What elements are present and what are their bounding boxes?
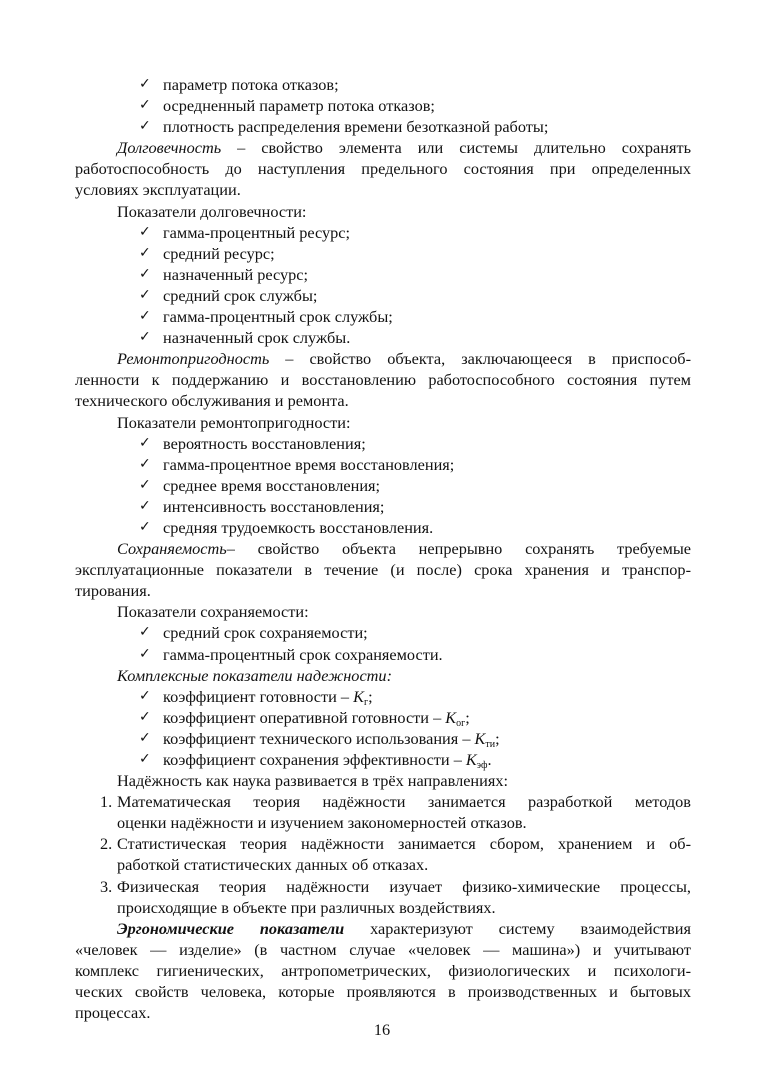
checklist-item <box>75 433 691 454</box>
item-end: . <box>487 750 492 769</box>
line-text: – свойство объекта непрерывно сохранять требуемые <box>226 539 691 559</box>
item-number: 1. <box>100 792 113 812</box>
item-text: средняя трудоемкость восстановления. <box>163 517 434 537</box>
checkmark-icon: ✓ <box>139 687 151 704</box>
item-text: средний срок службы; <box>163 285 318 305</box>
checkmark-icon: ✓ <box>139 118 151 135</box>
paragraph-line <box>75 201 691 222</box>
numbered-item-line <box>75 791 691 812</box>
line-text: – свойство элемента или системы длительно сохранять <box>221 138 691 158</box>
line-text: оценки надёжности и изучением закономерностей отказов. <box>117 813 527 833</box>
line-text: тирования. <box>75 581 151 601</box>
checkmark-icon: ✓ <box>139 476 151 493</box>
coefficient-symbol: K <box>353 686 364 706</box>
line-text: Показатели ремонтопригодности: <box>117 412 351 432</box>
checklist-item <box>75 728 691 749</box>
paragraph-line <box>75 390 691 411</box>
checklist-item <box>75 327 691 348</box>
line-text: технического обслуживания и ремонта. <box>75 391 349 411</box>
item-text: среднее время восстановления; <box>163 475 381 495</box>
numbered-item-line <box>75 897 691 918</box>
item-text: назначенный ресурс; <box>163 264 309 284</box>
line-text: ленности к поддержанию и восстановлению работоспособного состояния путем <box>75 370 691 390</box>
item-text: коэффициент оперативной готовности – <box>163 707 446 727</box>
checkmark-icon: ✓ <box>139 455 151 472</box>
coefficient-subscript: эф <box>476 760 488 771</box>
checklist-item <box>75 496 691 517</box>
checkmark-icon: ✓ <box>139 708 151 725</box>
checkmark-icon: ✓ <box>139 265 151 282</box>
document-body <box>75 74 691 1023</box>
checkmark-icon: ✓ <box>139 286 151 303</box>
paragraph-line <box>75 601 691 622</box>
item-text: коэффициент готовности – <box>163 686 354 706</box>
line-text: Надёжность как наука развивается в трёх направлениях: <box>117 771 509 791</box>
line-text: работкой статистических данных об отказах. <box>117 855 429 875</box>
item-text: интенсивность восстановления; <box>163 496 385 516</box>
page-number: 16 <box>373 1020 391 1039</box>
paragraph-line <box>75 770 691 791</box>
checklist-item <box>75 475 691 496</box>
item-end: ; <box>495 728 500 748</box>
checkmark-icon: ✓ <box>139 329 151 346</box>
checkmark-icon: ✓ <box>139 76 151 92</box>
checkmark-icon: ✓ <box>139 751 151 767</box>
term: Долговечность <box>117 138 222 158</box>
item-text: средний ресурс; <box>163 243 275 263</box>
item-number: 2. <box>100 834 113 854</box>
line-text: Математическая теория надёжности занимается разработкой методов <box>117 792 691 812</box>
term: Сохраняемость <box>117 539 227 559</box>
item-text: коэффициент сохранения эффективности – <box>163 750 466 769</box>
checkmark-icon: ✓ <box>139 729 151 746</box>
line-text: происходящие в объекте при различных воздействиях. <box>117 897 496 917</box>
line-text: Показатели долговечности: <box>117 201 307 221</box>
coefficient-symbol: K <box>474 728 486 748</box>
paragraph-line <box>75 538 691 559</box>
line-text: эксплуатационные показатели в течение (и после) срока хранения и транспор- <box>75 560 691 580</box>
checklist-item <box>75 622 691 643</box>
line-text: процессах. <box>75 1003 151 1023</box>
checklist-item <box>75 264 691 285</box>
paragraph-line <box>75 179 691 200</box>
checkmark-icon: ✓ <box>139 624 151 641</box>
term: Эргономические показатели <box>117 918 345 938</box>
paragraph-line <box>75 348 691 369</box>
paragraph-line <box>75 981 691 1002</box>
item-text: вероятность восстановления; <box>163 433 366 453</box>
line-text: Комплексные показатели надежности: <box>117 665 392 685</box>
coefficient-symbol: K <box>465 750 477 769</box>
paragraph-line <box>75 918 691 939</box>
item-text: осредненный параметр потока отказов; <box>163 96 435 116</box>
numbered-item-line <box>75 812 691 833</box>
checklist-item <box>75 222 691 243</box>
checkmark-icon: ✓ <box>139 223 151 240</box>
checkmark-icon: ✓ <box>139 497 151 514</box>
checklist-item <box>75 285 691 306</box>
checkmark-icon: ✓ <box>139 244 151 261</box>
checklist-item <box>75 95 691 116</box>
item-text: гамма-процентный ресурс; <box>163 222 351 242</box>
paragraph-line <box>75 559 691 580</box>
item-end: ; <box>368 686 373 706</box>
line-text: Показатели сохраняемости: <box>117 602 309 622</box>
coefficient-subscript: ти <box>485 738 496 750</box>
paragraph-line <box>75 158 691 179</box>
checkmark-icon: ✓ <box>139 518 151 535</box>
line-text: условиях эксплуатации. <box>75 180 241 200</box>
checklist-item <box>75 707 691 728</box>
paragraph-line <box>75 580 691 601</box>
line-text: комплекс гигиенических, антропометрических, физиологических и психологи- <box>75 960 691 980</box>
item-end: ; <box>465 707 470 727</box>
item-text: коэффициент технического использования – <box>163 728 475 748</box>
checklist-item <box>75 306 691 327</box>
paragraph-line <box>75 369 691 390</box>
line-text: работоспособность до наступления предельного состояния при определенных <box>75 159 691 179</box>
paragraph-line <box>75 137 691 158</box>
checklist-item <box>75 454 691 475</box>
checklist-item <box>75 74 691 95</box>
checkmark-icon: ✓ <box>139 308 151 325</box>
line-text: – свойство объекта, заключающееся в приспособ- <box>269 349 691 369</box>
line-text: Физическая теория надёжности изучает физико-химические процессы, <box>117 876 691 896</box>
checkmark-icon: ✓ <box>139 434 151 451</box>
checklist-item <box>75 686 691 707</box>
paragraph-line <box>75 412 691 433</box>
item-text: параметр потока отказов; <box>163 75 339 94</box>
coefficient-symbol: K <box>445 707 457 727</box>
paragraph-line <box>75 960 691 981</box>
item-text: плотность распределения времени безотказной работы; <box>163 117 549 137</box>
item-text: средний срок сохраняемости; <box>163 623 368 643</box>
coefficient-subscript: ог <box>456 717 466 729</box>
numbered-item-line <box>75 833 691 854</box>
paragraph-line <box>75 665 691 686</box>
line-text: характеризуют систему взаимодействия <box>344 918 691 938</box>
numbered-item-line <box>75 854 691 875</box>
checklist-item <box>75 517 691 538</box>
line-text: Статистическая теория надёжности занимается сбором, хранением и об- <box>117 834 691 854</box>
item-text: назначенный срок службы. <box>163 328 351 348</box>
checkmark-icon: ✓ <box>139 97 151 114</box>
coefficient-subscript: г <box>363 696 369 708</box>
checklist-item <box>75 749 691 770</box>
item-text: гамма-процентный срок службы; <box>163 307 393 327</box>
item-number: 3. <box>100 876 113 896</box>
paragraph-line <box>75 939 691 960</box>
checklist-item <box>75 116 691 137</box>
checklist-item <box>75 644 691 665</box>
item-text: гамма-процентное время восстановления; <box>163 454 455 474</box>
checklist-item <box>75 243 691 264</box>
line-text: ческих свойств человека, которые проявляются в производственных и бытовых <box>75 982 691 1002</box>
line-text: «человек — изделие» (в частном случае «человек — машина») и учитывают <box>75 939 691 959</box>
term: Ремонтопригодность <box>117 349 270 369</box>
checkmark-icon: ✓ <box>139 645 151 662</box>
item-text: гамма-процентный срок сохраняемости. <box>163 644 443 664</box>
numbered-item-line <box>75 876 691 897</box>
